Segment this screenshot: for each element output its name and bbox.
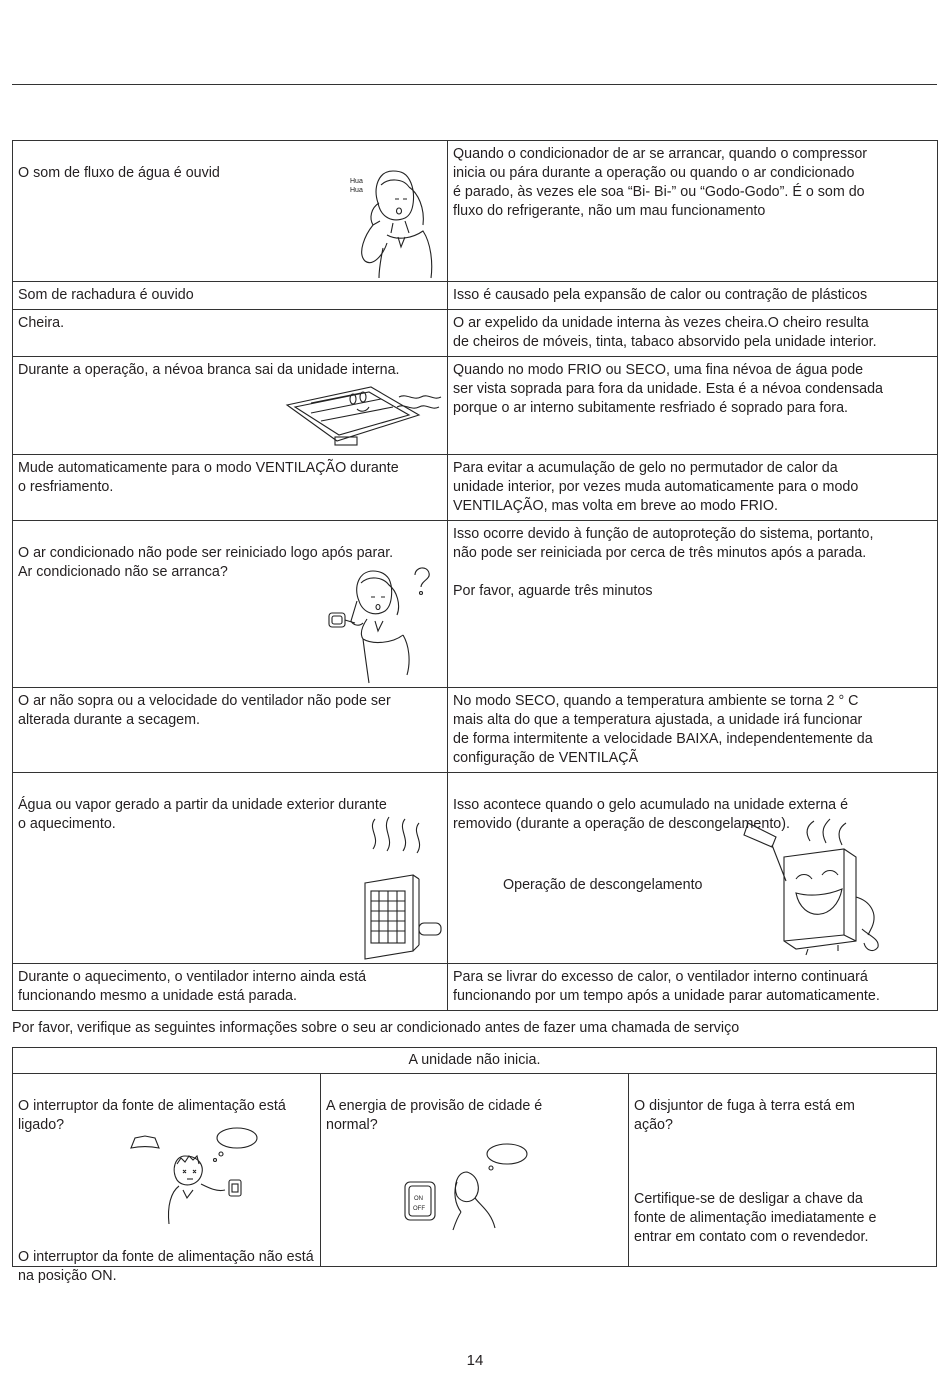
symptom-text: Som de rachadura é ouvido (18, 287, 194, 303)
symptom-cell (13, 141, 448, 282)
check-advice: Certifique-se de desligar a chave da fonte de alimentação imediatamente e entrar em contato com o revendedor. (634, 1191, 877, 1245)
table-row (13, 521, 938, 688)
top-rule (12, 84, 937, 85)
explanation-text: Isso acontece quando o gelo acumulado na unidade externa é removido (durante a operação de descongelamento). (453, 797, 849, 832)
service-note: Por favor, verifique as seguintes informações sobre o seu ar condicionado antes de fazer uma chamada de serviço (12, 1020, 740, 1036)
symptom-cell (13, 310, 448, 357)
symptom-text: Mude automaticamente para o modo VENTILAÇÃO durante o resfriamento. (18, 460, 399, 495)
smiling-unit-icon (738, 817, 888, 957)
woman-sign-icon (399, 1142, 534, 1232)
table-row (13, 773, 938, 964)
table-row (13, 357, 938, 455)
explanation-cell (448, 141, 938, 282)
check-table-header: A unidade não inicia. (13, 1048, 937, 1074)
explanation-text: Quando o condicionador de ar se arrancar, quando o compressor inicia ou pára durante a operação ou quando o ar condicionado é parado, às vezes ele soa “Bi- Bi-” ou “Godo-Godo”. É o som do fluxo do refrigerante, não um mau funcionamento (453, 146, 868, 219)
confused-woman-icon (323, 565, 443, 685)
symptom-cell (13, 964, 448, 1011)
symptom-text: O ar não sopra ou a velocidade do ventilador não pode ser alterada durante a secagem. (18, 693, 391, 728)
symptom-text: Água ou vapor gerado a partir da unidade exterior durante o aquecimento. (18, 797, 387, 832)
table-row (13, 310, 938, 357)
symptom-text: Durante o aquecimento, o ventilador interno ainda está funcionando mesmo a unidade está parada. (18, 969, 367, 1004)
symptom-text: O ar condicionado não pode ser reiniciado logo após parar. Ar condicionado não se arranca? (18, 545, 394, 580)
page-number: 14 (466, 1352, 484, 1369)
symptom-text: O som de fluxo de água é ouvid (18, 165, 220, 181)
explanation-cell (448, 964, 938, 1011)
explanation-text: Para evitar a acumulação de gelo no permutador de calor da unidade interior, por vezes muda automaticamente para o modo VENTILAÇÃO, mas volta em breve ao modo FRIO. (453, 460, 859, 514)
symptom-cell (13, 357, 448, 455)
check-advice: O interruptor da fonte de alimentação não está na posição ON. (18, 1249, 314, 1284)
girl-listening-icon (343, 163, 438, 279)
explanation-text: No modo SECO, quando a temperatura ambiente se torna 2 ° C mais alta do que a temperatura ajustada, a unidade irá funcionar de forma intermitente a velocidade BAIXA, independentemente da configuração de VENTILAÇÃ (453, 693, 873, 766)
symptom-cell (13, 455, 448, 521)
explanation-text: Para se livrar do excesso de calor, o ventilador interno continuará funcionando por um tempo após a unidade parar automaticamente. (453, 969, 880, 1004)
check-question: A energia de provisão de cidade é normal? (326, 1098, 543, 1133)
check-cell-power (321, 1074, 629, 1267)
explanation-text: Isso ocorre devido à função de autoproteção do sistema, portanto, não pode ser reiniciada por cerca de três minutos após a parada. Por favor, aguarde três minutos (453, 526, 874, 599)
explanation-cell (448, 521, 938, 688)
explanation-cell (448, 688, 938, 773)
explanation-text: O ar expelido da unidade interna às vezes cheira.O cheiro resulta de cheiros de móveis, tinta, tabaco absorvido pela unidade interior. (453, 315, 877, 350)
explanation-text: Isso é causado pela expansão de calor ou contração de plásticos (453, 287, 868, 303)
check-question: O interruptor da fonte de alimentação está ligado? (18, 1098, 286, 1133)
symptom-cell (13, 282, 448, 310)
symptom-cell (13, 773, 448, 964)
outdoor-unit-steam-icon (359, 815, 443, 963)
table-row (13, 455, 938, 521)
sign-off-text: OFF (413, 1206, 425, 1212)
explanation-cell (448, 282, 938, 310)
hua-text-2: Hua (350, 187, 363, 194)
check-table (12, 1047, 937, 1284)
explanation-cell (448, 773, 938, 964)
cassette-unit-mist-icon (281, 383, 443, 449)
table-row (13, 688, 938, 773)
check-cell-switch (13, 1074, 321, 1284)
table-row (13, 964, 938, 1011)
symptom-cell (13, 688, 448, 773)
symptom-text: Durante a operação, a névoa branca sai da unidade interna. (18, 362, 400, 378)
defrost-label: Operação de descongelamento (503, 877, 703, 893)
table-row (13, 282, 938, 310)
table-row (13, 1048, 937, 1074)
symptom-text: Cheira. (18, 315, 65, 331)
explanation-text: Quando no modo FRIO ou SECO, uma fina névoa de água pode ser vista soprada para fora da unidade. Esta é a névoa condensada porque o ar interno subitamente resfriado é soprado para fora. (453, 362, 883, 416)
check-cell-breaker (629, 1074, 937, 1267)
explanation-cell (448, 357, 938, 455)
symptom-cell (13, 521, 448, 688)
sign-on-text: ON (414, 1196, 423, 1202)
table-row (13, 141, 938, 282)
explanation-cell (448, 310, 938, 357)
check-question: O disjuntor de fuga à terra está em ação? (634, 1098, 855, 1133)
man-switch-icon (125, 1126, 260, 1226)
troubleshoot-table (12, 140, 938, 1011)
explanation-cell (448, 455, 938, 521)
hua-text-1: Hua (350, 178, 363, 185)
table-row (13, 1074, 937, 1267)
